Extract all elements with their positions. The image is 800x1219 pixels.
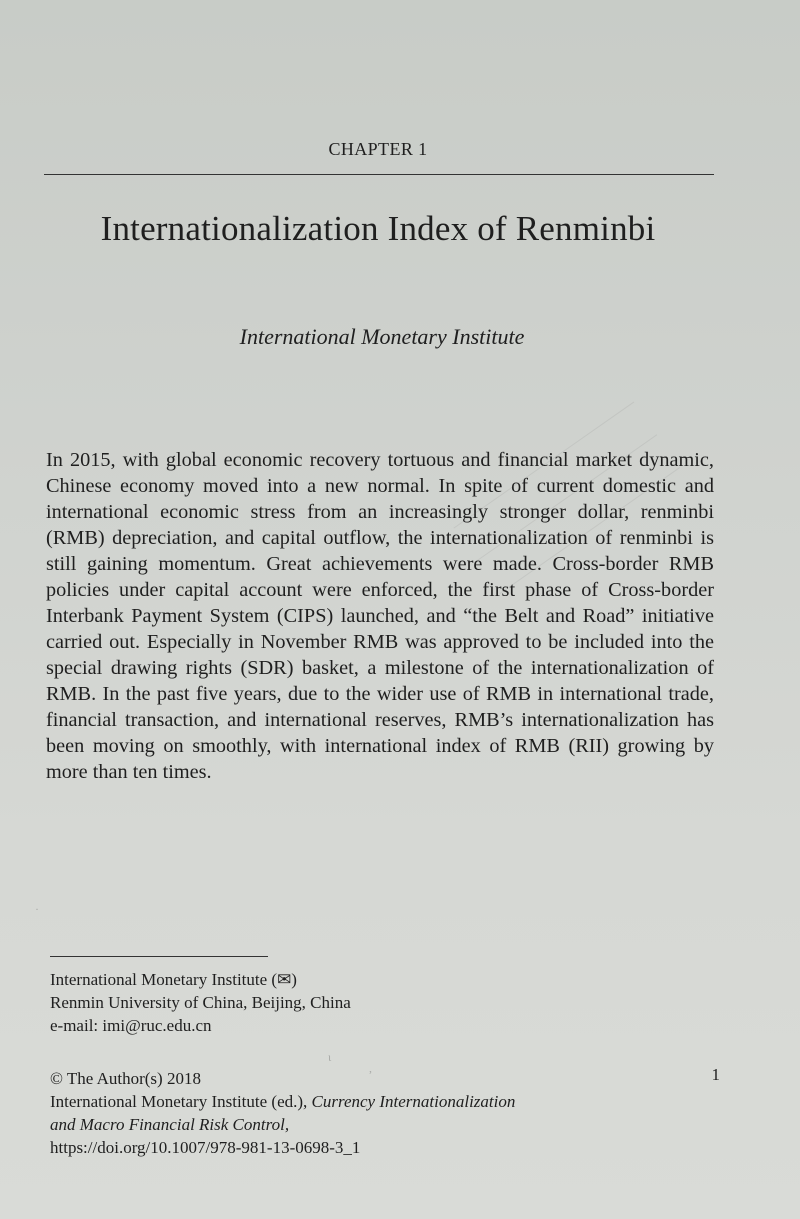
affiliation-email: e-mail: imi@ruc.edu.cn bbox=[50, 1016, 212, 1035]
doi-link[interactable]: https://doi.org/10.1007/978-981-13-0698-3_1 bbox=[50, 1138, 361, 1157]
affiliation-line-1: International Monetary Institute (✉) bbox=[50, 970, 297, 989]
chapter-divider bbox=[44, 174, 714, 175]
footnote-divider bbox=[50, 956, 268, 957]
scan-mark: · bbox=[35, 902, 39, 916]
page-number: 1 bbox=[711, 1065, 720, 1084]
scan-mark: ι bbox=[328, 1050, 332, 1064]
affiliation-line-2: Renmin University of China, Beijing, China bbox=[50, 993, 351, 1012]
page-title: Internationalization Index of Renminbi bbox=[100, 209, 656, 248]
show-through-header bbox=[280, 24, 700, 42]
copyright-block bbox=[50, 1067, 670, 1159]
chapter-label: CHAPTER 1 bbox=[328, 139, 428, 159]
abstract-paragraph: In 2015, with global economic recovery tortuous and financial market dynamic, Chinese economy moved into a new normal. In spite of current domestic and international economic stress from an increasingly stronger dollar, renminbi (RMB) depreciation, and capital outflow, the internationalization of renminbi is still gaining momentum. Great achievements were made. Cross-border RMB policies under capital account were enforced, the first phase of Cross-border Interbank Payment System (CIPS) launched, and “the Belt and Road” initiative carried out. Especially in November RMB was approved to be included into the special drawing rights (SDR) basket, a milestone of the internationalization of RMB. In the past five years, due to the wider use of RMB in international trade, financial transaction, and international reserves, RMB’s internationalization has been moving on smoothly, with international index of RMB (RII) growing by more than ten times. bbox=[46, 449, 714, 783]
author-name: International Monetary Institute bbox=[239, 324, 525, 349]
book-title-part-1: Currency Internationalization bbox=[311, 1092, 516, 1111]
scan-mark: , bbox=[369, 1061, 372, 1075]
author-affiliation bbox=[50, 968, 610, 1037]
copyright-line: © The Author(s) 2018 bbox=[50, 1069, 201, 1088]
citation-editor: International Monetary Institute (ed.), bbox=[50, 1092, 312, 1111]
citation-line bbox=[50, 1090, 670, 1113]
book-title-part-2: and Macro Financial Risk Control, bbox=[50, 1115, 290, 1134]
